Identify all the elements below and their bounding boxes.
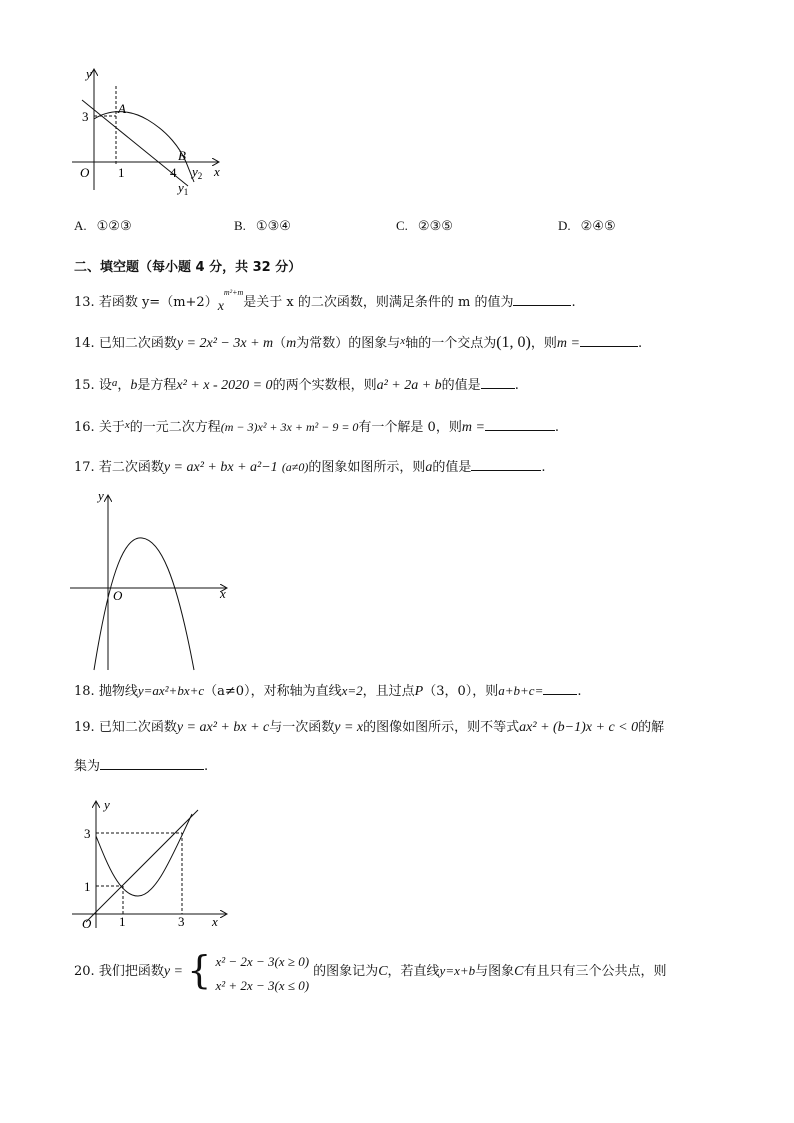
tick-3: 3 — [82, 109, 89, 124]
graph-c — [68, 796, 238, 932]
question-15: 15. 设$^a$，b是方程x² + x - 2020 = 0的两个实数根，则a² + 2a + b的值是 . — [74, 377, 519, 393]
option-a[interactable]: A. ①②③ — [74, 218, 132, 234]
tick-y3: 3 — [84, 826, 91, 841]
tick-x1: 1 — [119, 914, 126, 929]
y-axis-label: y — [98, 488, 104, 503]
y-axis-label: y — [86, 66, 92, 81]
question-19-line2: 集为 . — [74, 759, 209, 774]
answer-blank-13[interactable] — [513, 293, 571, 306]
question-18: 18. 抛物线y=ax²+bx+c（a≠0），对称轴为直线x=2，且过点P（3，0），则a+b+c= . — [74, 683, 582, 699]
piecewise-brace: { — [187, 948, 212, 992]
option-b[interactable]: B. ①③④ — [234, 218, 291, 234]
option-c[interactable]: C. ②③⑤ — [396, 218, 453, 234]
answer-blank-18[interactable] — [543, 682, 577, 695]
x-axis-label: x — [214, 164, 220, 179]
question-14: 14. 已知二次函数y = 2x² − 3x + m（m为常数）的图象与$^x$轴的一个交点为(1, 0)，则m = . — [74, 334, 643, 351]
question-13: 13. 若函数 $y=(m+2)x^{m^2+m}$是关于 x 的二次函数，则满足条件的 m 的值为 . — [74, 287, 576, 314]
question-16: 16. 关于$^x$的一元二次方程(m − 3)x² + 3x + m² − 9 = 0有一个解是 0，则m = . — [74, 419, 560, 435]
question-20: 20. 我们把函数y = { x² − 2x − 3(x ≥ 0) x² + 2x − 3(x ≤ 0) 的图象记为C，若直线y=x+b与图象C有且只有三个公共点，则 — [74, 950, 667, 998]
point-a-label: A — [118, 101, 126, 116]
origin-label: O — [80, 165, 90, 180]
answer-blank-14[interactable] — [580, 334, 638, 347]
tick-4: 4 — [170, 165, 177, 180]
graph-a — [68, 64, 228, 200]
question-17: 17. 若二次函数y = ax² + bx + a²−1 (a≠0)的图象如图所示，则a的值是 . — [74, 460, 546, 475]
curve-y2-label: $y_2$ — [192, 164, 203, 181]
option-d[interactable]: D. ②④⑤ — [558, 218, 616, 234]
tick-y1: 1 — [84, 879, 91, 894]
piecewise-case-2: x² + 2x − 3(x ≤ 0) — [215, 978, 310, 993]
x-axis-label: x — [212, 914, 218, 929]
x-axis-label: x — [220, 586, 226, 601]
question-19: 19. 已知二次函数y = ax² + bx + c与一次函数y = x的图像如图所示，则不等式ax² + (b−1)x + c < 0的解 — [74, 720, 665, 735]
y-axis-label: y — [104, 797, 110, 812]
parabola — [96, 814, 192, 896]
tick-1: 1 — [118, 165, 125, 180]
point-b-label: B — [178, 148, 186, 163]
section-title: 二、填空题（每小题 4 分，共 32 分） — [74, 260, 302, 275]
tick-x3: 3 — [178, 914, 185, 929]
answer-blank-19[interactable] — [100, 757, 204, 770]
answer-blank-17[interactable] — [471, 458, 541, 471]
origin-label: O — [82, 916, 92, 931]
answer-blank-16[interactable] — [485, 418, 555, 431]
origin-label: O — [113, 588, 123, 603]
piecewise-case-1: x² − 2x − 3(x ≥ 0) — [215, 954, 310, 969]
graph-b — [66, 484, 236, 674]
line-y-equals-x — [86, 810, 198, 922]
answer-blank-15[interactable] — [481, 376, 515, 389]
parabola — [94, 538, 194, 670]
curve-y1-label: $y_1$ — [178, 180, 189, 197]
